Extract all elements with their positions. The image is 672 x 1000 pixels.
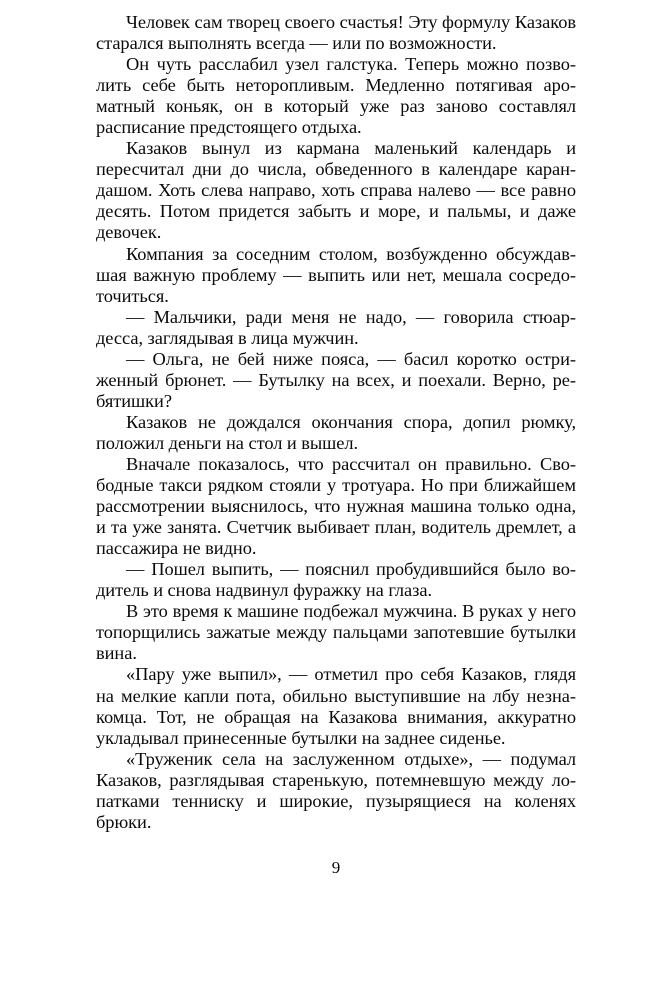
- paragraph: В это время к машине подбежал мужчина. В руках у него топорщились зажатые между пальцами запотевшие бутылки вина.: [96, 601, 576, 664]
- paragraph: Казаков вынул из кармана маленький календарь и пересчитал дни до числа, обведенного в календаре карандашом. Хоть слева направо, хоть справа налево — все равно десять. Потом придется забыть и море, и пальмы, и даже девочек.: [96, 138, 576, 243]
- paragraph: Вначале показалось, что рассчитал он правильно. Свободные такси рядком стояли у тротуара. Но при ближайшем рассмотрении выяснилось, что нужная машина только одна, и та уже занята. Счетчик выбивает план, водитель дремлет, а пассажира не видно.: [96, 453, 576, 559]
- paragraph: Казаков не дождался окончания спора, допил рюмку, положил деньги на стол и вышел.: [96, 411, 576, 453]
- paragraph: Компания за соседним столом, возбужденно обсуждавшая важную проблему — выпить или нет, мешала сосредоточиться.: [96, 243, 576, 306]
- paragraph: — Мальчики, ради меня не надо, — говорила стюардесса, заглядывая в лица мужчин.: [96, 306, 576, 348]
- page-body-text: [96, 12, 576, 833]
- paragraph: «Труженик села на заслуженном отдыхе», — подумал Казаков, разглядывая старенькую, потемневшую между лопатками тенниску и широкие, пузырящиеся на коленях брюки.: [96, 748, 576, 832]
- paragraph: — Ольга, не бей ниже пояса, — басил коротко остриженный брюнет. — Бутылку на всех, и поехали. Верно, ребятишки?: [96, 348, 576, 411]
- paragraph: Он чуть расслабил узел галстука. Теперь можно позволить себе быть неторопливым. Медленно потягивая ароматный коньяк, он в который уже раз заново составлял расписание предстоящего отдыха.: [96, 54, 576, 138]
- paragraph: — Пошел выпить, — пояснил пробудившийся было водитель и снова надвинул фуражку на глаза.: [96, 559, 576, 601]
- paragraph: «Пару уже выпил», — отметил про себя Казаков, глядя на мелкие капли пота, обильно выступившие на лбу незнакомца. Тот, не обращая на Казакова внимания, аккуратно укладывал принесенные бутылки на заднее сиденье.: [96, 664, 576, 748]
- paragraph: Человек сам творец своего счастья! Эту формулу Казаков старался выполнять всегда — или по возможности.: [96, 12, 576, 54]
- page-number: 9: [331, 858, 341, 877]
